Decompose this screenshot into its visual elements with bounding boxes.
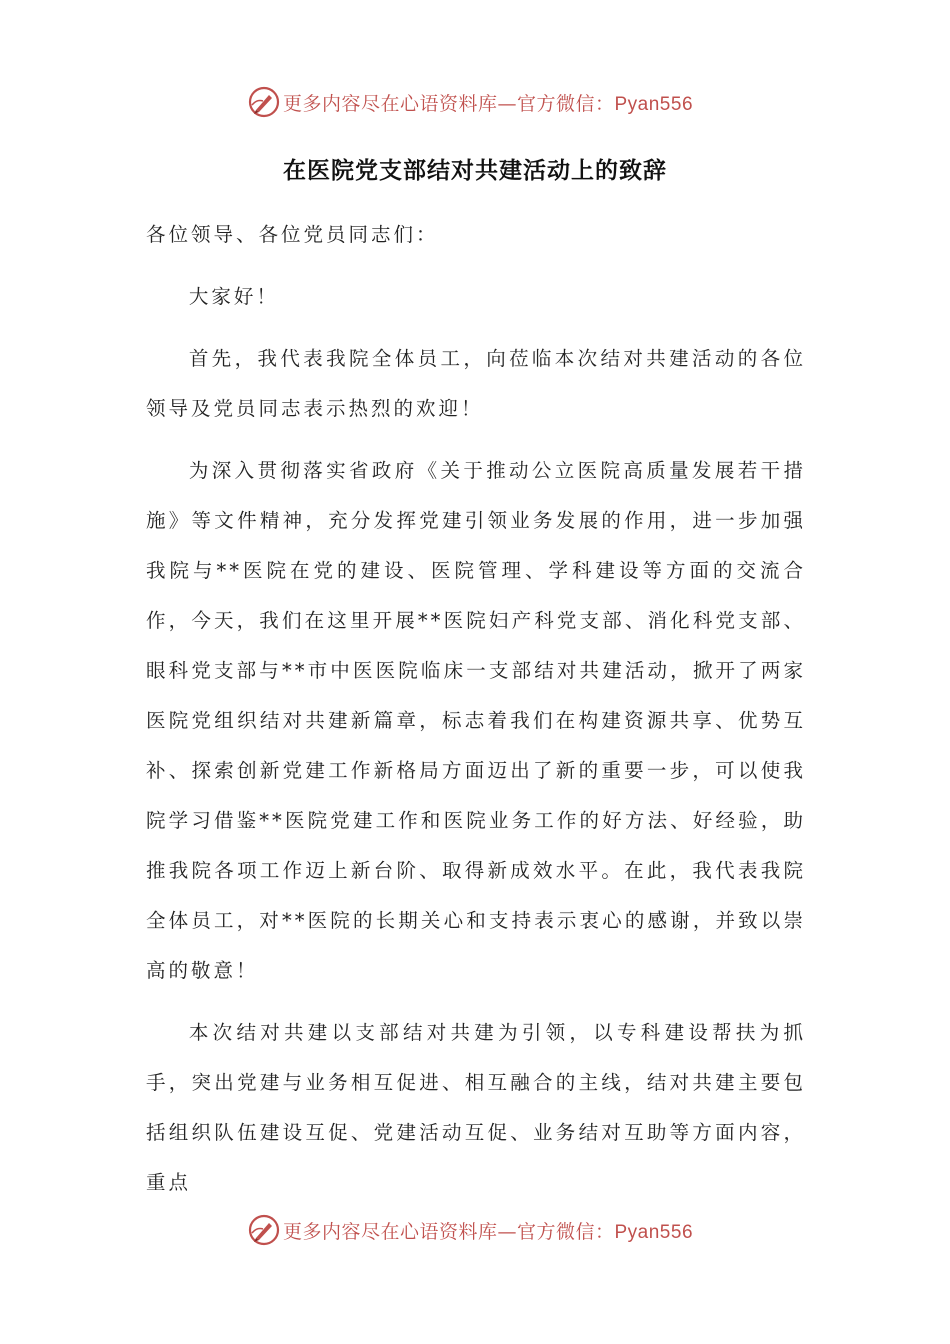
footer-wechat-id: Pyan556 — [614, 1221, 694, 1243]
footer-banner-text — [283, 1217, 693, 1244]
footer-banner-content — [247, 1213, 693, 1247]
pen-logo-icon — [247, 1213, 281, 1247]
header-banner-content — [247, 85, 693, 119]
header-banner-text — [283, 89, 693, 116]
pen-logo-icon — [247, 85, 281, 119]
paragraph-purpose: 为深入贯彻落实省政府《关于推动公立医院高质量发展若干措施》等文件精神，充分发挥党建引领业务发展的作用，进一步加强我院与**医院在党的建设、医院管理、学科建设等方面的交流合作，今天，我们在这里开展**医院妇产科党支部、消化科党支部、眼科党支部与**市中医医院临床一支部结对共建活动，掀开了两家医院党组织结对共建新篇章，标志着我们在构建资源共享、优势互补、探索创新党建工作新格局方面迈出了新的重要一步，可以使我院学习借鉴**医院党建工作和医院业务工作的好方法、好经验，助推我院各项工作迈上新台阶、取得新成效水平。在此，我代表我院全体员工，对**医院的长期关心和支持表示衷心的感谢，并致以崇高的敬意！ — [146, 459, 806, 982]
header-banner-label: 更多内容尽在心语资料库—官方微信： — [282, 92, 615, 115]
document-body — [146, 210, 806, 1220]
header-banner — [0, 82, 950, 122]
footer-banner — [0, 1210, 950, 1250]
paragraph-greeting: 大家好！ — [188, 285, 279, 308]
footer-banner-label: 更多内容尽在心语资料库—官方微信： — [282, 1220, 615, 1243]
document-title: 在医院党支部结对共建活动上的致辞 — [283, 157, 667, 184]
header-wechat-id: Pyan556 — [614, 93, 694, 115]
paragraph-welcome: 首先，我代表我院全体员工，向莅临本次结对共建活动的各位领导及党员同志表示热烈的欢迎！ — [146, 347, 806, 420]
salutation: 各位领导、各位党员同志们： — [146, 223, 439, 246]
paragraph-content: 本次结对共建以支部结对共建为引领，以专科建设帮扶为抓手，突出党建与业务相互促进、相互融合的主线，结对共建主要包括组织队伍建设互促、党建活动互促、业务结对互助等方面内容，重点 — [146, 1021, 806, 1194]
